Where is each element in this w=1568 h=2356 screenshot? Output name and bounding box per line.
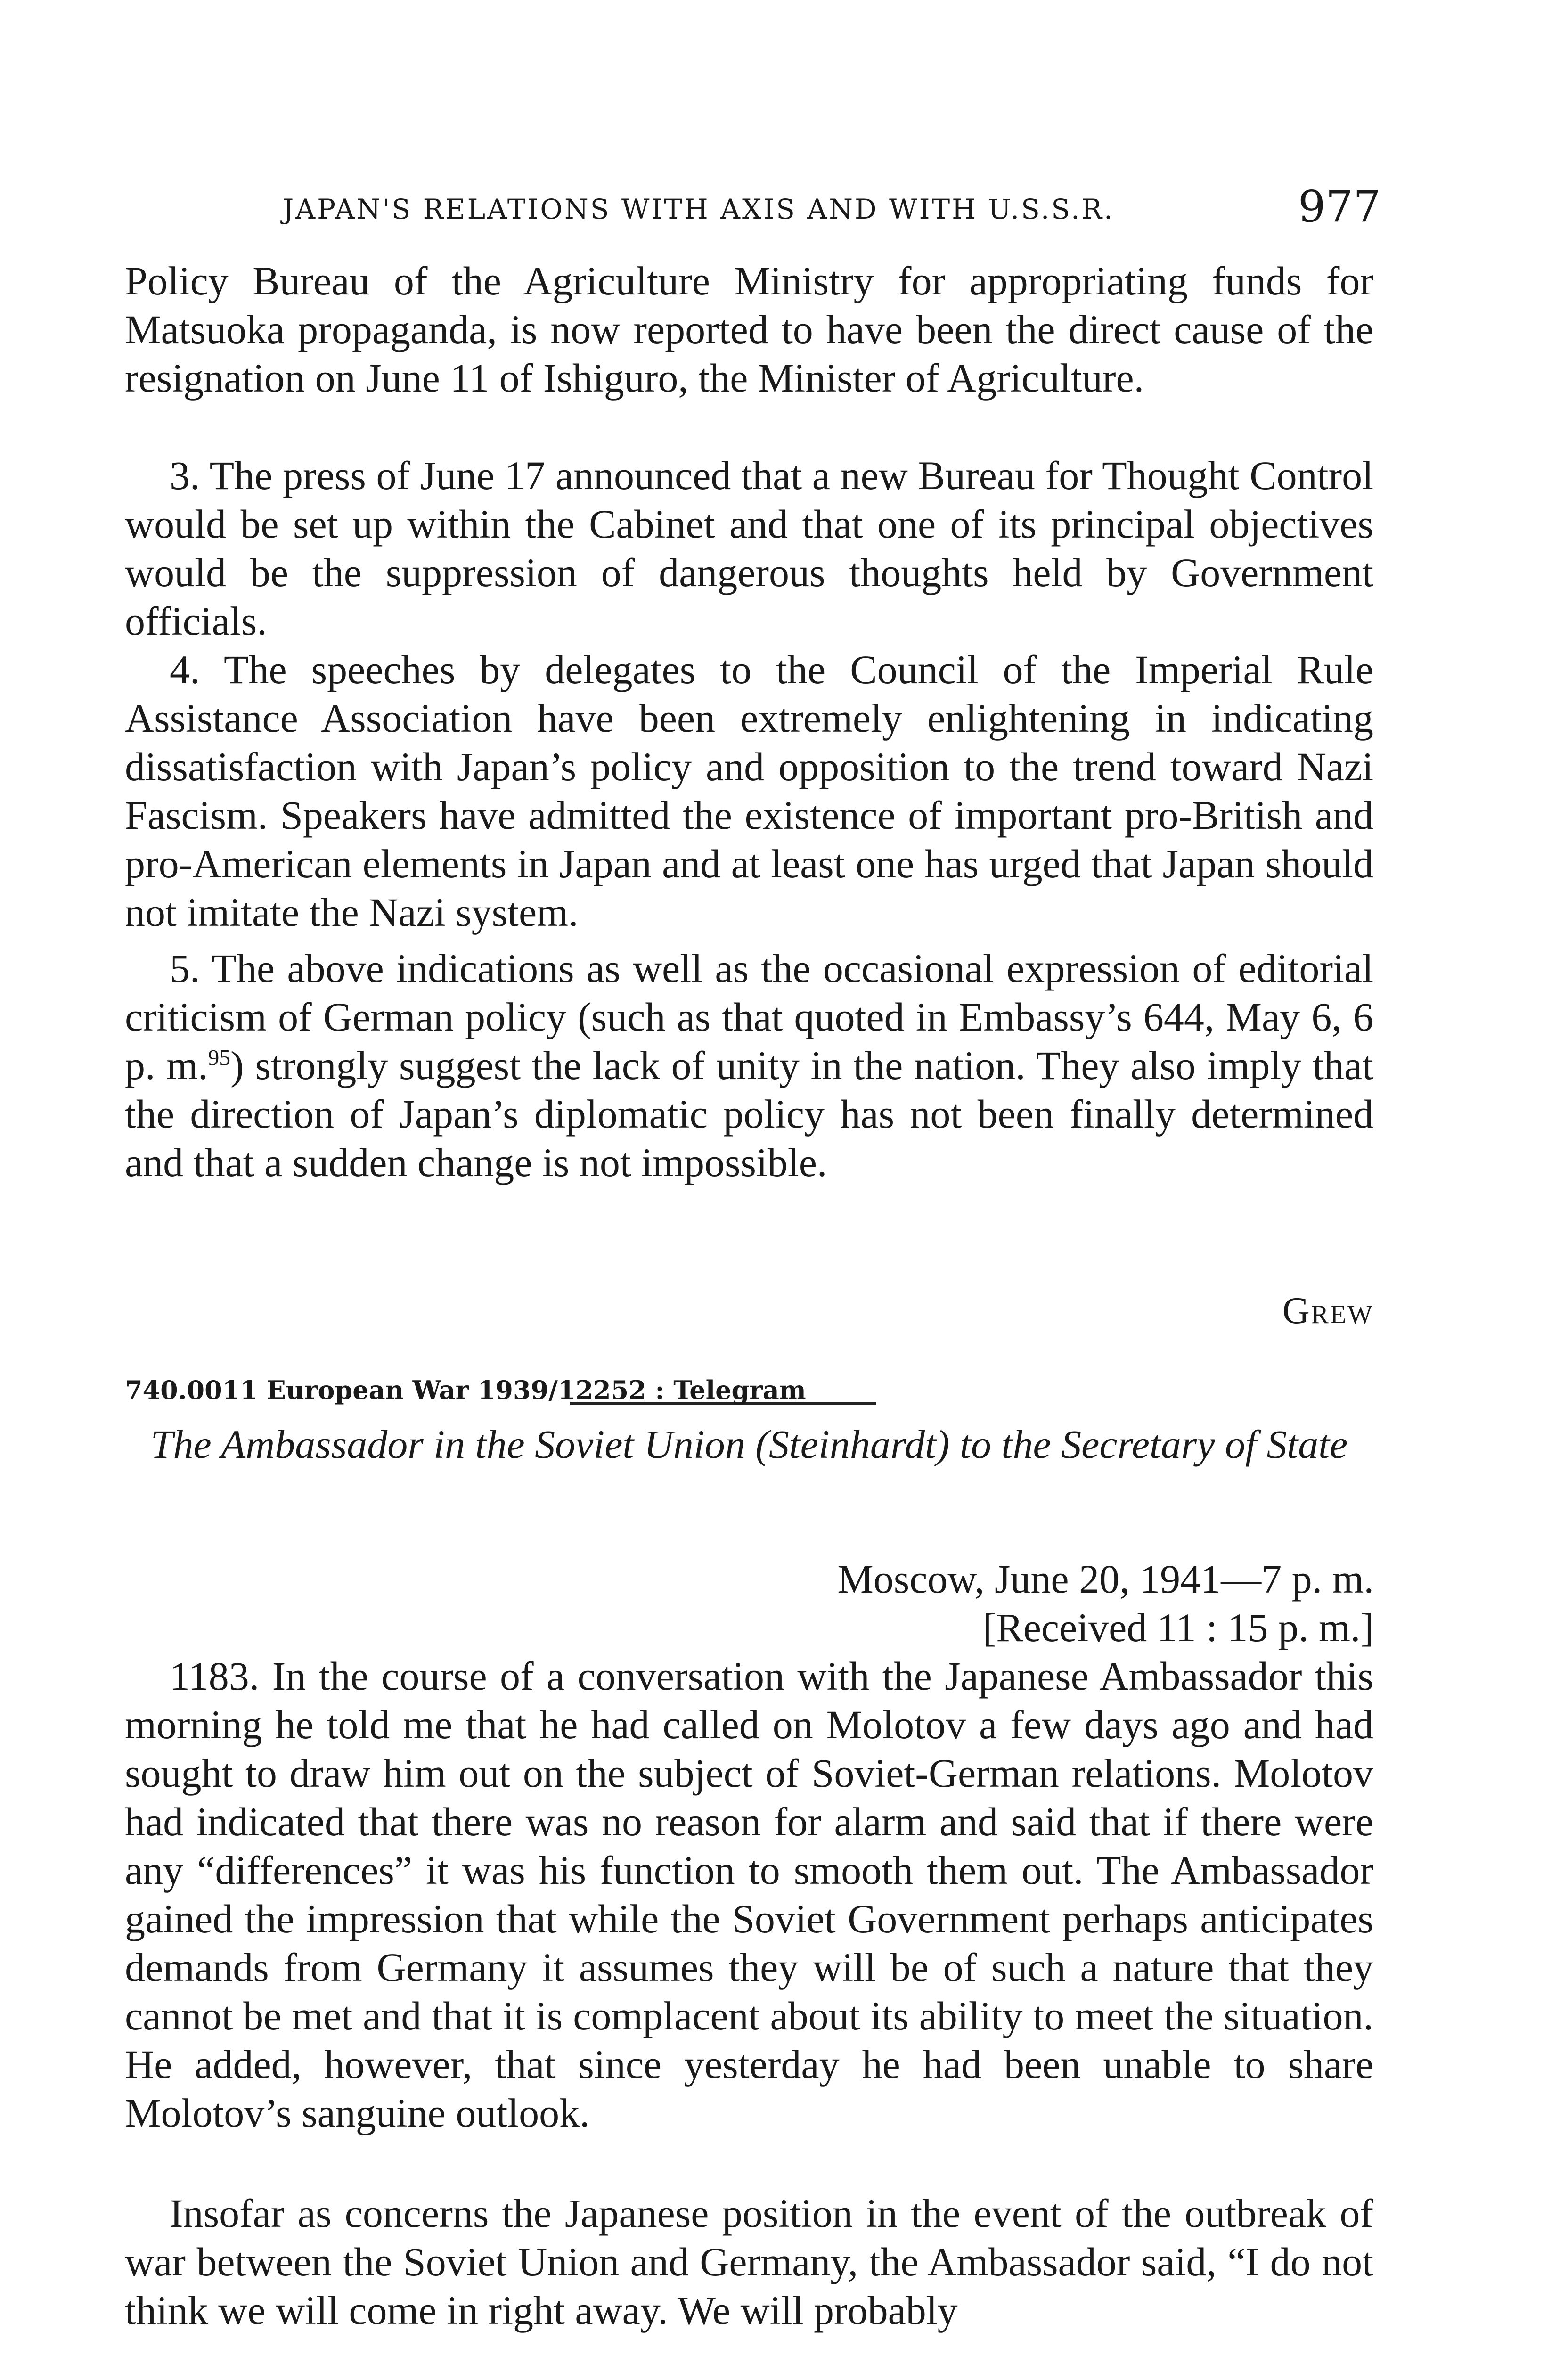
telegram-paragraph-1: 1183. In the course of a conversation with the Japanese Ambassador this morning he told me that he had called on Molotov a few days ago and had sought to draw him out on the subject of Soviet-German relations. Molotov had indicated that there was no reason for alarm and said that if there were any “differences” it was his function to smooth them out. The Ambassador gained the impression that while the Soviet Government perhaps anticipates demands from Germany it assumes they will be of such a nature that they cannot be met and that it is complacent about its ability to meet the situation. He added, however, that since yesterday he had been unable to share Molotov’s sanguine outlook.: [125, 1653, 1373, 2135]
paragraph-continued: Policy Bureau of the Agriculture Ministry for appropriating funds for Matsuoka propaganda, is now reported to have been the direct cause of the resignation on June 11 of Ishiguro, the Minister of Agriculture.: [125, 258, 1373, 401]
paragraph-5-text-a: 5. The above indications as well as the occasional expression of editorial criticism of German policy (such as that quoted in Embassy’s 644, May 6, 6 p. m.: [125, 946, 1373, 1088]
footnote-reference: 95: [208, 1046, 230, 1071]
date-received: [Received 11 : 15 p. m.]: [982, 1605, 1374, 1650]
file-number: 740.0011 European War 1939/12252 : Telegram: [125, 1375, 806, 1405]
paragraph-3: 3. The press of June 17 announced that a new Bureau for Thought Control would be set up within the Cabinet and that one of its principal objectives would be the suppression of dangerous thoughts held by Government officials.: [125, 453, 1373, 644]
signature: Grew: [1282, 1290, 1374, 1332]
page-number: 977: [1298, 181, 1381, 232]
date-sent: Moscow, June 20, 1941—7 p. m.: [837, 1556, 1374, 1602]
paragraph-5-text-b: ) strongly suggest the lack of unity in the nation. They also imply that the direction of Japan’s diplomatic policy has not been finally determined and that a sudden change is not impossible.: [125, 1043, 1373, 1185]
dateline: [837, 1555, 1374, 1652]
running-head: JAPAN'S RELATIONS WITH AXIS AND WITH U.S.S.R.: [283, 193, 1115, 225]
telegram-paragraph-2: Insofar as concerns the Japanese position in the event of the outbreak of war between the Soviet Union and Germany, the Ambassador said, “I do not think we will come in right away. We will probably: [125, 2191, 1373, 2333]
document-title: The Ambassador in the Soviet Union (Steinhardt) to the Secretary of State: [150, 1422, 1348, 1467]
paragraph-5: [125, 944, 1373, 1187]
paragraph-4: 4. The speeches by delegates to the Council of the Imperial Rule Assistance Association have been extremely enlightening in indicating dissatisfaction with Japan’s policy and opposition to the trend toward Nazi Fascism. Speakers have admitted the existence of important pro-British and pro-American elements in Japan and at least one has urged that Japan should not imitate the Nazi system.: [125, 647, 1373, 935]
